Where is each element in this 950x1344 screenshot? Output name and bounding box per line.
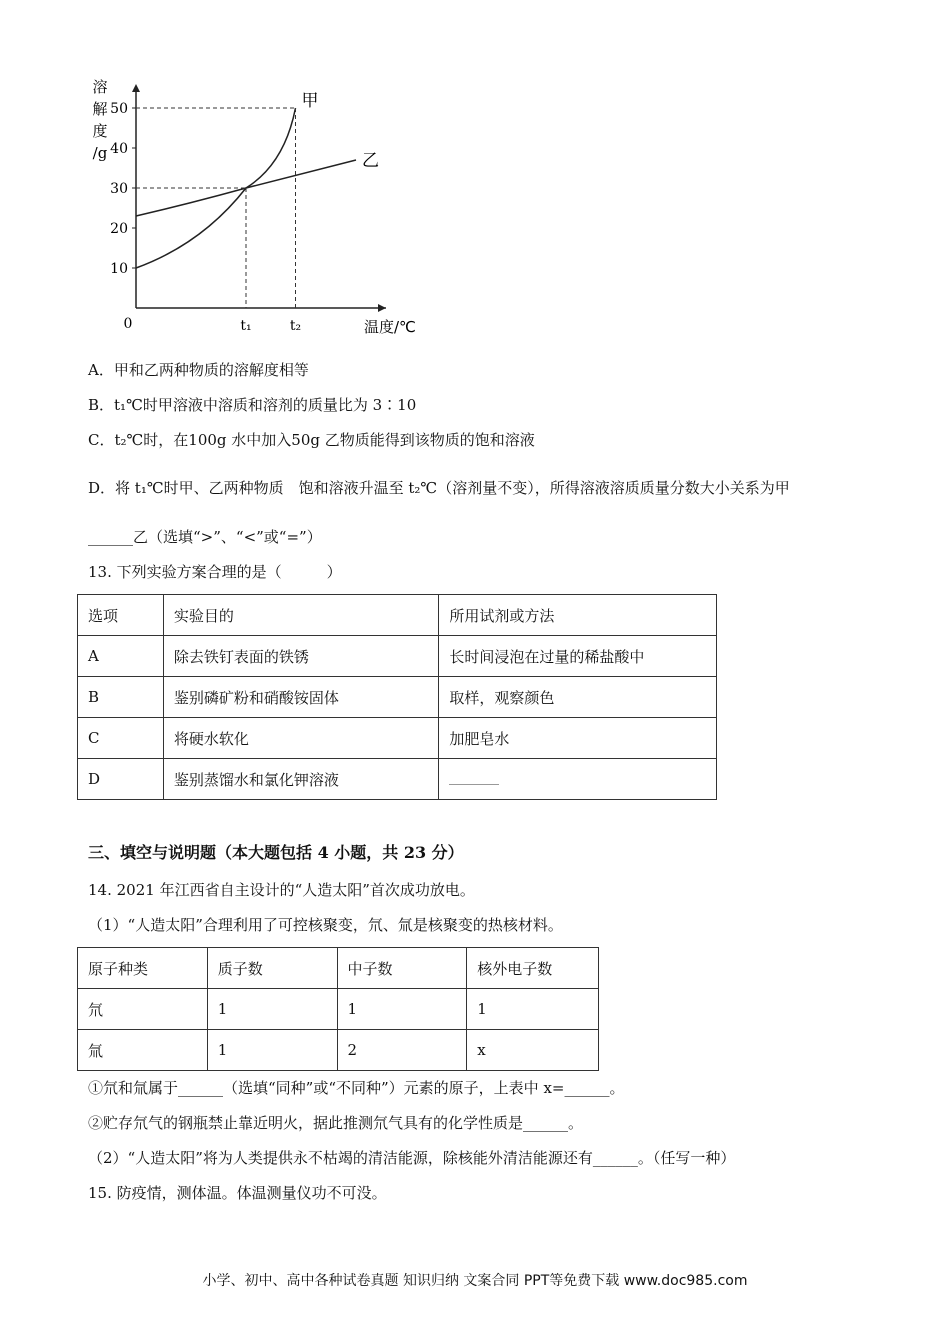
- table-cell: 除去铁钉表面的铁锈: [163, 636, 439, 677]
- y-tick-label: 50: [110, 101, 128, 117]
- y-axis-label: /g: [92, 144, 108, 162]
- series-label-yi: 乙: [362, 151, 379, 171]
- question-14-stem: 14. 2021 年江西省自主设计的“人造太阳”首次成功放电。: [88, 881, 475, 899]
- origin-label: 0: [123, 316, 133, 332]
- y-axis-label: 解: [92, 100, 108, 118]
- option-c: C．t₂℃时，在100g 水中加入50g 乙物质能得到该物质的饱和溶液: [88, 431, 535, 449]
- option-d: D．将 t₁℃时甲、乙两种物质 饱和溶液升温至 t₂℃（溶剂量不变），所得溶液溶质质量分数大小关系为甲: [88, 479, 790, 497]
- option-a: A．甲和乙两种物质的溶解度相等: [88, 361, 309, 379]
- y-axis-label: 度: [92, 122, 108, 140]
- table-cell: 1: [207, 989, 337, 1030]
- table-row: [78, 718, 717, 759]
- page-footer: 小学、初中、高中各种试卷真题 知识归纳 文案合同 PPT等免费下载 www.doc985.com: [202, 1273, 748, 1289]
- section-heading: 三、填空与说明题（本大题包括 4 小题，共 23 分）: [88, 843, 464, 862]
- question-14-sub-1: ①氘和氚属于______（选填“同种”或“不同种”）元素的原子，上表中 x=______。: [88, 1079, 625, 1097]
- y-tick-label: 30: [110, 181, 128, 197]
- table-cell-blank: [439, 759, 717, 800]
- series-label-jia: 甲: [301, 91, 319, 111]
- table-cell: 将硬水软化: [163, 718, 439, 759]
- table-header-cell: 选项: [78, 595, 164, 636]
- table-cell: D: [78, 759, 164, 800]
- solubility-chart: [78, 72, 438, 342]
- table-header-cell: 质子数: [207, 948, 337, 989]
- table-cell: 氘: [78, 989, 208, 1030]
- table-cell: 取样，观察颜色: [439, 677, 717, 718]
- table-cell: C: [78, 718, 164, 759]
- table-cell: 氚: [78, 1030, 208, 1071]
- table-header-row: [78, 595, 717, 636]
- table-cell: B: [78, 677, 164, 718]
- x-axis-label: 温度/℃: [364, 318, 416, 336]
- table-header-cell: 实验目的: [163, 595, 439, 636]
- q13-table: [77, 594, 717, 800]
- question-14-sub-2: ②贮存氘气的钢瓶禁止靠近明火，据此推测氘气具有的化学性质是______。: [88, 1114, 584, 1132]
- q14-table: [77, 947, 599, 1071]
- question-14-part-1: （1）“人造太阳”合理利用了可控核聚变，氘、氚是核聚变的热核材料。: [88, 916, 563, 934]
- question-15-stem: 15. 防疫情，测体温。体温测量仪功不可没。: [88, 1184, 387, 1202]
- table-cell: 鉴别蒸馏水和氯化钾溶液: [163, 759, 439, 800]
- x-tick-label: t₂: [289, 318, 302, 334]
- table-cell: 1: [207, 1030, 337, 1071]
- table-header-cell: 所用试剂或方法: [439, 595, 717, 636]
- table-header-cell: 核外电子数: [467, 948, 599, 989]
- table-row: [78, 1030, 599, 1071]
- y-tick-label: 20: [110, 221, 128, 237]
- y-axis-label: 溶: [92, 78, 108, 96]
- table-row: [78, 989, 599, 1030]
- y-tick-label: 10: [110, 261, 128, 277]
- table-header-row: [78, 948, 599, 989]
- table-row: [78, 677, 717, 718]
- table-cell: A: [78, 636, 164, 677]
- table-header-cell: 中子数: [337, 948, 467, 989]
- table-cell: 鉴别磷矿粉和硝酸铵固体: [163, 677, 439, 718]
- table-cell: 1: [467, 989, 599, 1030]
- option-d-continued: ______乙（选填“>”、“<”或“=”）: [88, 528, 322, 546]
- x-axis-arrow: [378, 304, 386, 312]
- table-cell: 2: [337, 1030, 467, 1071]
- table-cell: x: [467, 1030, 599, 1071]
- y-axis-arrow: [132, 84, 140, 92]
- question-13-stem: 13. 下列实验方案合理的是（ ）: [88, 563, 342, 581]
- question-14-part-2: （2）“人造太阳”将为人类提供永不枯竭的清洁能源，除核能外清洁能源还有______。（任写一种）: [88, 1149, 736, 1167]
- table-row: [78, 759, 717, 800]
- x-tick-label: t₁: [240, 318, 252, 334]
- y-tick-label: 40: [110, 141, 128, 157]
- table-cell: 1: [337, 989, 467, 1030]
- table-cell: 加肥皂水: [439, 718, 717, 759]
- answer-blank: [449, 770, 499, 785]
- table-row: [78, 636, 717, 677]
- table-header-cell: 原子种类: [78, 948, 208, 989]
- table-cell: 长时间浸泡在过量的稀盐酸中: [439, 636, 717, 677]
- option-b: B．t₁℃时甲溶液中溶质和溶剂的质量比为 3∶10: [88, 396, 417, 414]
